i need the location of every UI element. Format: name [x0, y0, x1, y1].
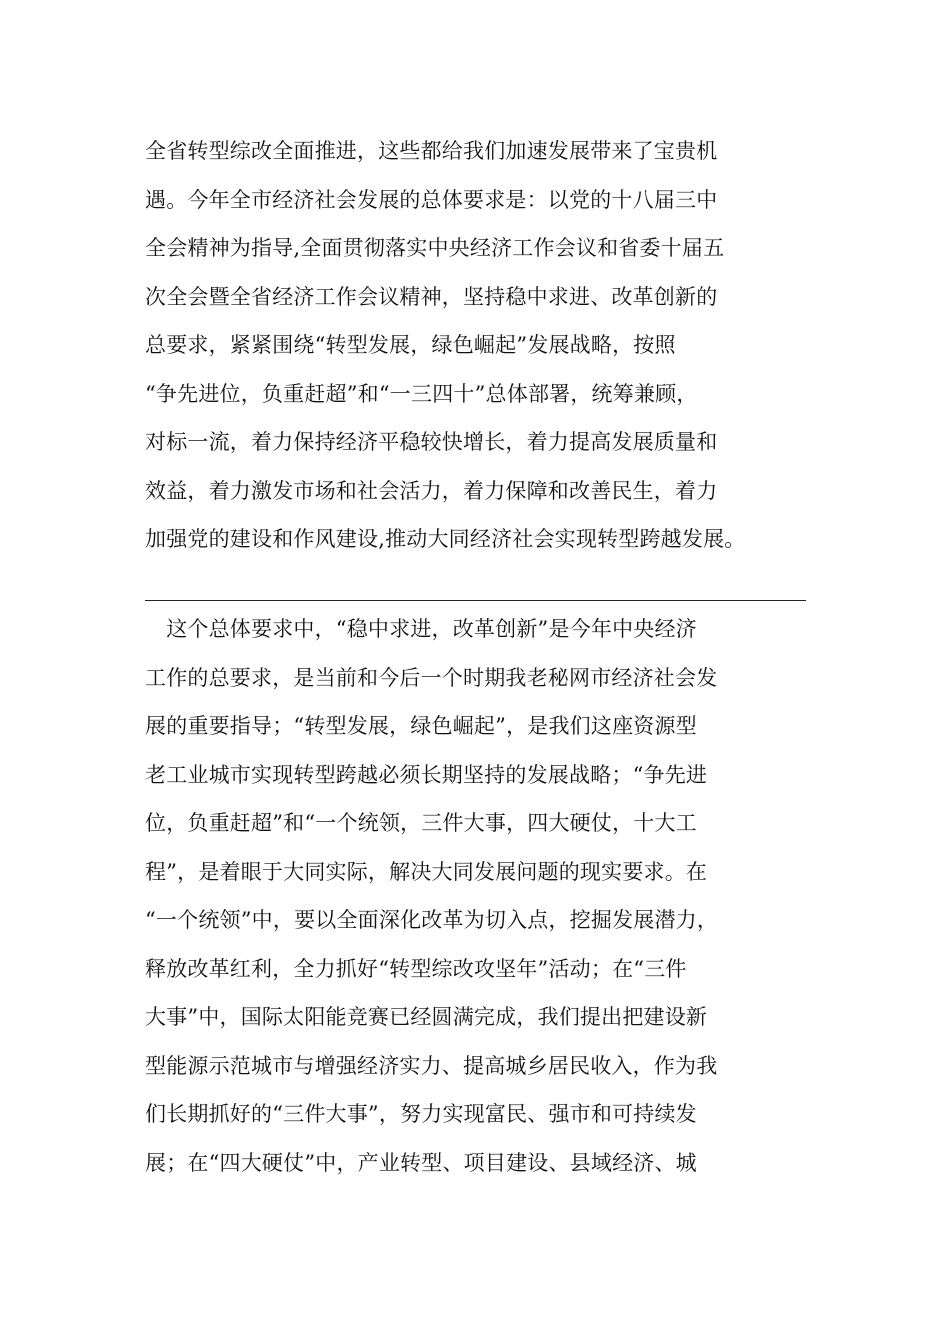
text-line: 展的重要指导；“转型发展，绿色崛起”，是我们这座资源型 [145, 714, 697, 738]
text-line: 全省转型综改全面推进，这些都给我们加速发展带来了宝贵机 [145, 139, 718, 163]
text-line: 对标一流，着力保持经济平稳较快增长，着力提高发展质量和 [145, 430, 718, 454]
horizontal-divider [145, 600, 806, 601]
text-line: “争先进位，负重赶超”和“一三四十”总体部署，统筹兼顾， [145, 381, 698, 406]
text-line: 程”，是着眼于大同实际，解决大同发展问题的现实要求。在 [145, 859, 708, 884]
text-line: 释放改革红利，全力抓好“转型综改攻坚年”活动；在“三件 [145, 956, 687, 981]
text-line: 展；在“四大硬仗”中，产业转型、项目建设、县域经济、城 [145, 1150, 697, 1175]
text-line: 老工业城市实现转型跨越必须长期坚持的发展战略；“争先进 [145, 762, 708, 787]
paragraph-top [145, 127, 810, 564]
paragraph-bottom [145, 605, 810, 1187]
text-line: 型能源示范城市与增强经济实力、提高城乡居民收入，作为我 [145, 1053, 718, 1078]
text-line: 效益，着力激发市场和社会活力，着力保障和改善民生，着力 [145, 478, 718, 503]
text-line: 位，负重赶超”和“一个统领，三件大事，四大硬仗，十大工 [145, 811, 697, 835]
text-line: 们长期抓好的“三件大事”，努力实现富民、强市和可持续发 [145, 1102, 697, 1126]
text-line: 加强党的建设和作风建设,推动大同经济社会实现转型跨越发展。 [145, 527, 746, 551]
text-line: 遇。今年全市经济社会发展的总体要求是：以党的十八届三中 [145, 187, 718, 212]
text-line: 总要求，紧紧围绕“转型发展，绿色崛起”发展战略，按照 [145, 333, 676, 357]
text-line: 这个总体要求中，“稳中求进，改革创新”是今年中央经济 [145, 617, 697, 641]
text-line: 次全会暨全省经济工作会议精神，坚持稳中求进、改革创新的 [145, 284, 718, 309]
text-line: 全会精神为指导,全面贯彻落实中央经济工作会议和省委十届五 [145, 236, 725, 260]
text-line: 工作的总要求，是当前和今后一个时期我老秘网市经济社会发 [145, 665, 718, 690]
text-line: 大事”中，国际太阳能竞赛已经圆满完成，我们提出把建设新 [145, 1005, 708, 1029]
text-line: “一个统领”中，要以全面深化改革为切入点，挖掘发展潜力， [145, 908, 719, 932]
